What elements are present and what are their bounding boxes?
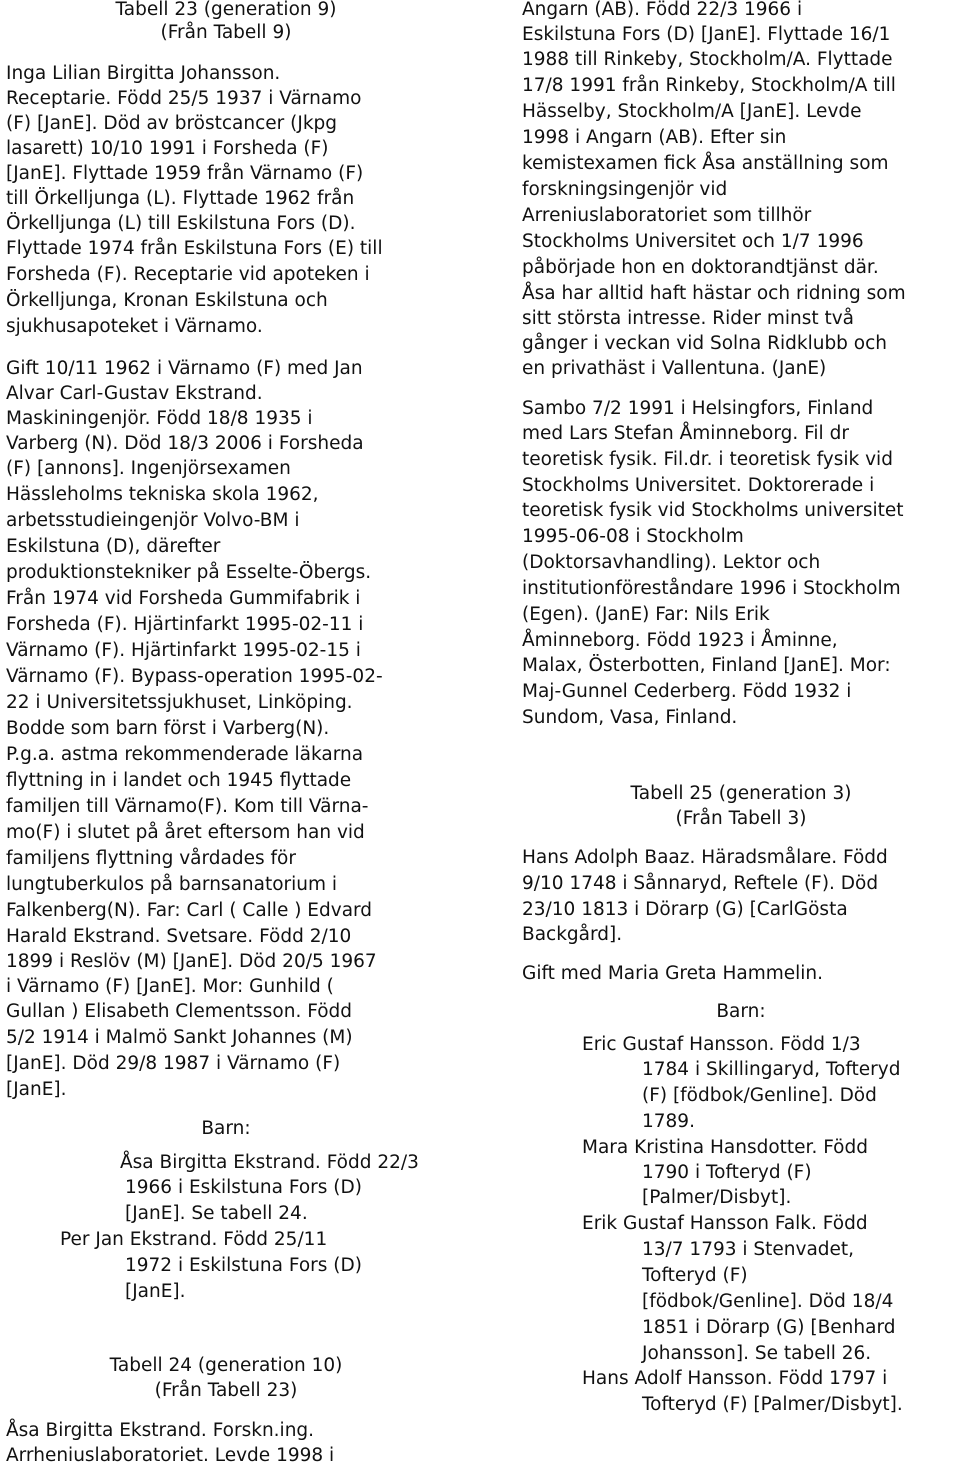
text-line: i Värnamo (F) [JanE]. Mor: Gunhild ( bbox=[6, 976, 334, 997]
child-entry: 1789. bbox=[642, 1111, 695, 1132]
text-line: familjens flyttning vårdades för bbox=[6, 848, 296, 869]
table-24-source: (Från Tabell 23) bbox=[154, 1380, 298, 1401]
text-line: Värnamo (F). Bypass-operation 1995-02- bbox=[6, 666, 383, 687]
text-line: Maj-Gunnel Cederberg. Född 1932 i bbox=[522, 681, 852, 702]
text-line: Hässleholms tekniska skola 1962, bbox=[6, 484, 319, 505]
child-entry: Tofteryd (F) bbox=[642, 1265, 748, 1286]
text-line: Inga Lilian Birgitta Johansson. bbox=[6, 63, 281, 84]
text-line: (F) [JanE]. Död av bröstcancer (Jkpg bbox=[6, 113, 338, 134]
text-line: Åsa har alltid haft hästar och ridning som bbox=[522, 283, 906, 304]
text-line: Forsheda (F). Hjärtinfarkt 1995-02-11 i bbox=[6, 614, 364, 635]
text-line: (Egen). (JanE) Far: Nils Erik bbox=[522, 604, 770, 625]
child-entry: [JanE]. Se tabell 24. bbox=[125, 1203, 308, 1224]
text-line: Arreniuslaboratoriet som tillhör bbox=[522, 205, 812, 226]
text-line: Bodde som barn först i Varberg(N). bbox=[6, 718, 330, 739]
table-25-heading: Tabell 25 (generation 3) bbox=[630, 783, 852, 804]
child-entry: [Palmer/Disbyt]. bbox=[642, 1187, 792, 1208]
text-line: Åsa Birgitta Ekstrand. Forskn.ing. bbox=[6, 1420, 315, 1441]
child-entry: Erik Gustaf Hansson Falk. Född bbox=[582, 1213, 868, 1234]
child-entry: [födbok/Genline]. Död 18/4 bbox=[642, 1291, 894, 1312]
text-line: lungtuberkulos på barnsanatorium i bbox=[6, 874, 338, 895]
text-line: Gullan ) Elisabeth Clementsson. Född bbox=[6, 1001, 352, 1022]
text-line: Angarn (AB). Född 22/3 1966 i bbox=[522, 0, 803, 20]
text-line: 1995-06-08 i Stockholm bbox=[522, 526, 744, 547]
text-line: till Örkelljunga (L). Flyttade 1962 från bbox=[6, 188, 355, 209]
text-line: 1988 till Rinkeby, Stockholm/A. Flyttade bbox=[522, 49, 893, 70]
text-line: flyttning in i landet och 1945 flyttade bbox=[6, 770, 352, 791]
text-line: 23/10 1813 i Dörarp (G) [CarlGösta bbox=[522, 899, 848, 920]
child-entry: 1851 i Dörarp (G) [Benhard bbox=[642, 1317, 896, 1338]
text-line: [JanE]. Flyttade 1959 från Värnamo (F) bbox=[6, 163, 364, 184]
text-line: Eskilstuna (D), därefter bbox=[6, 536, 221, 557]
child-entry: Per Jan Ekstrand. Född 25/11 bbox=[60, 1229, 328, 1250]
text-line: Falkenberg(N). Far: Carl ( Calle ) Edvard bbox=[6, 900, 373, 921]
text-line: Åminneborg. Född 1923 i Åminne, bbox=[522, 630, 838, 651]
text-line: 5/2 1914 i Malmö Sankt Johannes (M) bbox=[6, 1027, 353, 1048]
text-line: 22 i Universitetssjukhuset, Linköping. bbox=[6, 692, 353, 713]
text-line: Stockholms Universitet. Doktorerade i bbox=[522, 475, 875, 496]
text-line: [JanE]. bbox=[6, 1079, 67, 1100]
text-line: 9/10 1748 i Sånnaryd, Reftele (F). Död bbox=[522, 873, 879, 894]
child-entry: Johansson]. Se tabell 26. bbox=[642, 1343, 872, 1364]
child-entry: Åsa Birgitta Ekstrand. Född 22/3 bbox=[120, 1152, 419, 1173]
child-entry: 13/7 1793 i Stenvadet, bbox=[642, 1239, 855, 1260]
text-line: Maskiningenjör. Född 18/8 1935 i bbox=[6, 408, 313, 429]
child-entry: Eric Gustaf Hansson. Född 1/3 bbox=[582, 1034, 861, 1055]
text-line: Forsheda (F). Receptarie vid apoteken i bbox=[6, 264, 370, 285]
text-line: Sambo 7/2 1991 i Helsingfors, Finland bbox=[522, 398, 874, 419]
text-line: med Lars Stefan Åminneborg. Fil dr bbox=[522, 423, 849, 444]
text-line: Eskilstuna Fors (D) [JanE]. Flyttade 16/1 bbox=[522, 24, 891, 45]
text-line: Malax, Österbotten, Finland [JanE]. Mor: bbox=[522, 655, 891, 676]
text-line: kemistexamen fick Åsa anställning som bbox=[522, 153, 889, 174]
child-entry: (F) [födbok/Genline]. Död bbox=[642, 1085, 877, 1106]
table-24-heading: Tabell 24 (generation 10) bbox=[109, 1355, 343, 1376]
text-line: arbetsstudieingenjör Volvo-BM i bbox=[6, 510, 300, 531]
text-line: teoretisk fysik vid Stockholms universitet bbox=[522, 500, 904, 521]
text-line: sitt största intresse. Rider minst två bbox=[522, 308, 855, 329]
text-line: Receptarie. Född 25/5 1937 i Värnamo bbox=[6, 88, 362, 109]
child-entry: 1784 i Skillingaryd, Tofteryd bbox=[642, 1059, 901, 1080]
text-line: Från 1974 vid Forsheda Gummifabrik i bbox=[6, 588, 361, 609]
table-23-heading: Tabell 23 (generation 9) bbox=[115, 0, 337, 20]
text-line: (Doktorsavhandling). Lektor och bbox=[522, 552, 821, 573]
text-line: påbörjade hon en doktorandtjänst där. bbox=[522, 257, 879, 278]
text-line: Harald Ekstrand. Svetsare. Född 2/10 bbox=[6, 926, 352, 947]
table-23-source: (Från Tabell 9) bbox=[160, 22, 292, 43]
text-line: 1998 i Angarn (AB). Efter sin bbox=[522, 127, 787, 148]
children-label: Barn: bbox=[201, 1118, 251, 1139]
text-line: Arrheniuslaboratoriet. Levde 1998 i bbox=[6, 1445, 335, 1466]
text-line: Stockholms Universitet och 1/7 1996 bbox=[522, 231, 864, 252]
child-entry: Mara Kristina Hansdotter. Född bbox=[582, 1137, 868, 1158]
child-entry: [JanE]. bbox=[125, 1281, 186, 1302]
text-line: teoretisk fysik. Fil.dr. i teoretisk fysik vid bbox=[522, 449, 893, 470]
child-entry: 1972 i Eskilstuna Fors (D) bbox=[125, 1255, 362, 1276]
text-line: mo(F) i slutet på året eftersom han vid bbox=[6, 822, 365, 843]
text-line: produktionstekniker på Esselte-Öbergs. bbox=[6, 562, 372, 583]
text-line: Alvar Carl-Gustav Ekstrand. bbox=[6, 383, 263, 404]
text-line: Värnamo (F). Hjärtinfarkt 1995-02-15 i bbox=[6, 640, 361, 661]
text-line: gånger i veckan vid Solna Ridklubb och bbox=[522, 333, 888, 354]
text-line: lasarett) 10/10 1991 i Forsheda (F) bbox=[6, 138, 329, 159]
child-entry: 1790 i Tofteryd (F) bbox=[642, 1162, 812, 1183]
text-line: 17/8 1991 från Rinkeby, Stockholm/A till bbox=[522, 75, 896, 96]
text-line: Hässelby, Stockholm/A [JanE]. Levde bbox=[522, 101, 862, 122]
text-line: Örkelljunga, Kronan Eskilstuna och bbox=[6, 290, 328, 311]
text-line: Backgård]. bbox=[522, 924, 623, 945]
child-entry: Hans Adolf Hansson. Född 1797 i bbox=[582, 1368, 888, 1389]
text-line: P.g.a. astma rekommenderade läkarna bbox=[6, 744, 364, 765]
text-line: Örkelljunga (L) till Eskilstuna Fors (D). bbox=[6, 213, 356, 234]
text-line: familjen till Värnamo(F). Kom till Värna- bbox=[6, 796, 369, 817]
text-line: institutionföreståndare 1996 i Stockholm bbox=[522, 578, 901, 599]
text-line: forskningsingenjör vid bbox=[522, 179, 728, 200]
marriage-line: Gift med Maria Greta Hammelin. bbox=[522, 963, 824, 984]
text-line: Gift 10/11 1962 i Värnamo (F) med Jan bbox=[6, 358, 363, 379]
text-line: Sundom, Vasa, Finland. bbox=[522, 707, 738, 728]
child-entry: Tofteryd (F) [Palmer/Disbyt]. bbox=[642, 1394, 903, 1415]
text-line: Flyttade 1974 från Eskilstuna Fors (E) till bbox=[6, 238, 383, 259]
children-label: Barn: bbox=[716, 1001, 766, 1022]
text-line: Hans Adolph Baaz. Häradsmålare. Född bbox=[522, 847, 888, 868]
text-line: Varberg (N). Död 18/3 2006 i Forsheda bbox=[6, 433, 364, 454]
text-line: 1899 i Reslöv (M) [JanE]. Död 20/5 1967 bbox=[6, 951, 377, 972]
text-line: (F) [annons]. Ingenjörsexamen bbox=[6, 458, 291, 479]
text-line: [JanE]. Död 29/8 1987 i Värnamo (F) bbox=[6, 1053, 341, 1074]
text-line: sjukhusapoteket i Värnamo. bbox=[6, 316, 263, 337]
text-line: en privathäst i Vallentuna. (JanE) bbox=[522, 358, 827, 379]
table-25-source: (Från Tabell 3) bbox=[675, 808, 807, 829]
child-entry: 1966 i Eskilstuna Fors (D) bbox=[125, 1177, 362, 1198]
